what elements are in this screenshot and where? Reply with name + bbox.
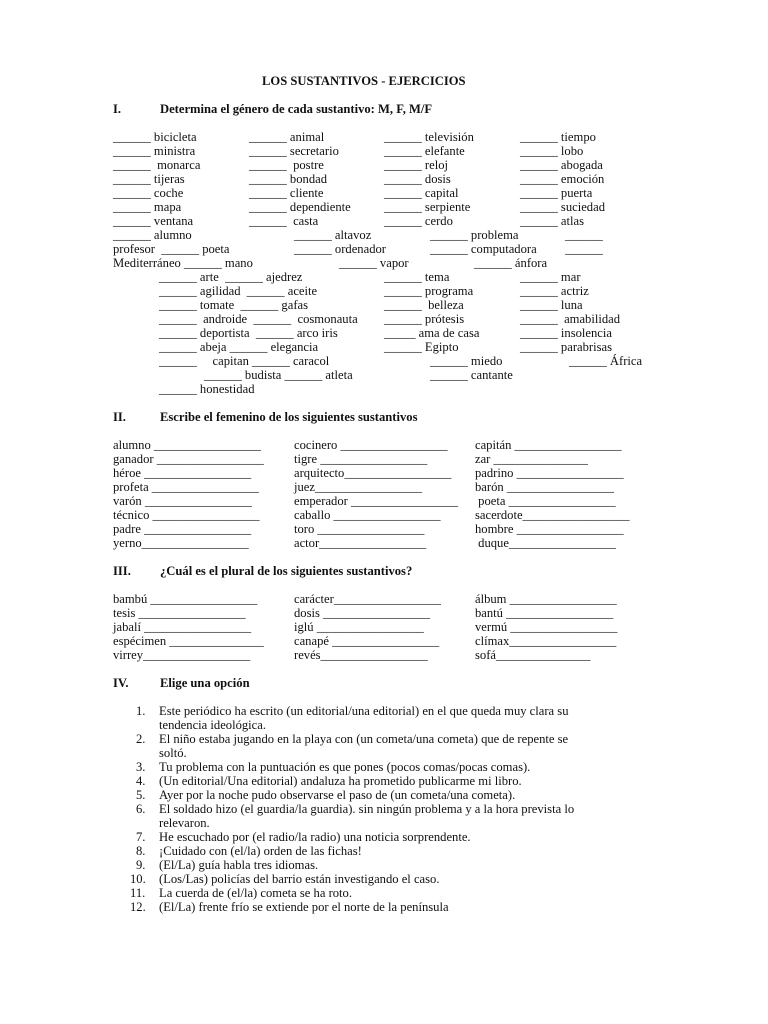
gender-line-14-col-1: ______ androide ______ cosmonauta xyxy=(159,312,358,326)
option-2-text: El niño estaba jugando en la playa con (un cometa/una cometa) que de repente se xyxy=(159,732,569,746)
gender-line-10-col-1: Mediterráneo ______ mano xyxy=(113,256,253,270)
gender-line-15-col-3: ______ insolencia xyxy=(520,326,612,340)
gender-line-14-col-2: ______ prótesis xyxy=(384,312,465,326)
option-5-number: 5. xyxy=(136,788,146,802)
gender-line-10-col-2: ______ vapor xyxy=(339,256,409,270)
gender-line-10-col-3: ______ ánfora xyxy=(474,256,548,270)
plural-row-2-col-3: bantú _________________ xyxy=(475,606,614,620)
plural-row-2-col-2: dosis _________________ xyxy=(294,606,431,620)
gender-line-17-col-2: ______ miedo xyxy=(430,354,503,368)
gender-line-6-col-3: ______ serpiente xyxy=(384,200,471,214)
gender-line-16-col-2: ______ Egipto xyxy=(384,340,459,354)
plural-row-1-col-2: carácter_________________ xyxy=(294,592,441,606)
plural-row-5-col-2: revés_________________ xyxy=(294,648,428,662)
feminine-row-8-col-3: duque_________________ xyxy=(475,536,616,550)
plural-row-4-col-3: clímax_________________ xyxy=(475,634,617,648)
section-3-number: III. xyxy=(113,564,131,578)
gender-line-7-col-4: ______ atlas xyxy=(520,214,585,228)
option-11-text: La cuerda de (el/la) cometa se ha roto. xyxy=(159,886,353,900)
gender-line-4-col-3: ______ dosis xyxy=(384,172,451,186)
plural-row-4-col-1: espécimen _______________ xyxy=(113,634,264,648)
gender-line-3-col-4: ______ abogada xyxy=(520,158,603,172)
gender-line-12-col-1: ______ agilidad ______ aceite xyxy=(159,284,318,298)
option-8-number: 8. xyxy=(136,844,146,858)
gender-line-14-col-3: ______ amabilidad xyxy=(520,312,621,326)
feminine-row-5-col-1: varón _________________ xyxy=(113,494,252,508)
gender-line-8-col-3: ______ problema xyxy=(430,228,519,242)
gender-line-6-col-2: ______ dependiente xyxy=(249,200,351,214)
gender-line-11-col-3: ______ mar xyxy=(520,270,581,284)
feminine-row-3-col-3: padrino _________________ xyxy=(475,466,624,480)
gender-line-17-col-1: ______ capitan ______ caracol xyxy=(159,354,330,368)
option-2-number: 2. xyxy=(136,732,146,746)
section-4-heading: Elige una opción xyxy=(160,676,250,690)
option-1-continuation: tendencia ideológica. xyxy=(159,718,266,732)
page-title: LOS SUSTANTIVOS - EJERCICIOS xyxy=(262,74,466,88)
section-1-number: I. xyxy=(113,102,122,116)
option-10-number: 10. xyxy=(130,872,146,886)
gender-line-9-col-1: profesor ______ poeta xyxy=(113,242,230,256)
plural-row-1-col-1: bambú _________________ xyxy=(113,592,258,606)
gender-line-18-col-2: ______ cantante xyxy=(430,368,513,382)
gender-line-4-col-2: ______ bondad xyxy=(249,172,328,186)
gender-line-8-col-4: ______ xyxy=(565,228,603,242)
feminine-row-8-col-1: yerno_________________ xyxy=(113,536,249,550)
feminine-row-2-col-3: zar _______________ xyxy=(475,452,588,466)
option-12-text: (El/La) frente frío se extiende por el norte de la península xyxy=(159,900,449,914)
gender-line-7-col-2: ______ casta xyxy=(249,214,319,228)
feminine-row-8-col-2: actor_________________ xyxy=(294,536,427,550)
plural-row-2-col-1: tesis _________________ xyxy=(113,606,246,620)
gender-line-11-col-1: ______ arte ______ ajedrez xyxy=(159,270,303,284)
feminine-row-4-col-3: barón _________________ xyxy=(475,480,614,494)
gender-line-3-col-2: ______ postre xyxy=(249,158,324,172)
gender-line-9-col-3: ______ computadora xyxy=(430,242,537,256)
gender-line-4-col-4: ______ emoción xyxy=(520,172,605,186)
feminine-row-1-col-3: capitán _________________ xyxy=(475,438,622,452)
option-11-number: 11. xyxy=(130,886,146,900)
gender-line-1-col-2: ______ animal xyxy=(249,130,325,144)
option-5-text: Ayer por la noche pudo observarse el paso de (un cometa/una cometa). xyxy=(159,788,516,802)
option-8-text: ¡Cuidado con (el/la) orden de las fichas! xyxy=(159,844,362,858)
section-2-number: II. xyxy=(113,410,126,424)
plural-row-4-col-2: canapé _________________ xyxy=(294,634,440,648)
feminine-row-6-col-3: sacerdote_________________ xyxy=(475,508,630,522)
gender-line-1-col-1: ______ bicicleta xyxy=(113,130,197,144)
gender-line-3-col-1: ______ monarca xyxy=(113,158,201,172)
feminine-row-6-col-1: técnico _________________ xyxy=(113,508,260,522)
gender-line-6-col-4: ______ suciedad xyxy=(520,200,605,214)
feminine-row-5-col-3: poeta _________________ xyxy=(475,494,616,508)
section-4-number: IV. xyxy=(113,676,129,690)
gender-line-17-col-3: ______ África xyxy=(569,354,643,368)
feminine-row-3-col-2: arquitecto_________________ xyxy=(294,466,452,480)
feminine-row-1-col-1: alumno _________________ xyxy=(113,438,261,452)
gender-line-12-col-3: ______ actriz xyxy=(520,284,589,298)
gender-line-1-col-3: ______ televisión xyxy=(384,130,474,144)
plural-row-3-col-3: vermú _________________ xyxy=(475,620,618,634)
gender-line-9-col-2: ______ ordenador xyxy=(294,242,386,256)
gender-line-15-col-2: _____ ama de casa xyxy=(384,326,480,340)
gender-line-2-col-1: ______ ministra xyxy=(113,144,196,158)
gender-line-16-col-3: ______ parabrisas xyxy=(520,340,612,354)
feminine-row-4-col-2: juez_________________ xyxy=(294,480,423,494)
gender-line-5-col-3: ______ capital xyxy=(384,186,459,200)
gender-line-13-col-2: ______ belleza xyxy=(384,298,464,312)
gender-line-9-col-4: ______ xyxy=(565,242,603,256)
option-4-number: 4. xyxy=(136,774,146,788)
option-9-number: 9. xyxy=(136,858,146,872)
section-3-heading: ¿Cuál es el plural de los siguientes sustantivos? xyxy=(160,564,413,578)
option-4-text: (Un editorial/Una editorial) andaluza ha prometido publicarme mi libro. xyxy=(159,774,522,788)
option-1-text: Este periódico ha escrito (un editorial/una editorial) en el que queda muy clara su xyxy=(159,704,569,718)
gender-line-13-col-3: ______ luna xyxy=(520,298,583,312)
option-6-text: El soldado hizo (el guardia/la guardia). sin ningún problema y a la hora prevista lo xyxy=(159,802,575,816)
gender-line-5-col-4: ______ puerta xyxy=(520,186,593,200)
gender-line-18-col-1: ______ budista ______ atleta xyxy=(204,368,353,382)
gender-line-5-col-2: ______ cliente xyxy=(249,186,324,200)
feminine-row-1-col-2: cocinero _________________ xyxy=(294,438,448,452)
gender-line-8-col-1: ______ alumno xyxy=(113,228,192,242)
option-1-number: 1. xyxy=(136,704,146,718)
section-2-heading: Escribe el femenino de los siguientes sustantivos xyxy=(160,410,418,424)
feminine-row-7-col-3: hombre _________________ xyxy=(475,522,624,536)
gender-line-15-col-1: ______ deportista ______ arco iris xyxy=(159,326,338,340)
gender-line-12-col-2: ______ programa xyxy=(384,284,474,298)
section-1-heading: Determina el género de cada sustantivo: M, F, M/F xyxy=(160,102,433,116)
gender-line-6-col-1: ______ mapa xyxy=(113,200,182,214)
gender-line-5-col-1: ______ coche xyxy=(113,186,184,200)
option-2-continuation: soltó. xyxy=(159,746,187,760)
gender-line-7-col-3: ______ cerdo xyxy=(384,214,453,228)
plural-row-5-col-1: virrey_________________ xyxy=(113,648,251,662)
option-6-continuation: relevaron. xyxy=(159,816,210,830)
gender-line-19-col-1: ______ honestidad xyxy=(159,382,255,396)
gender-line-8-col-2: ______ altavoz xyxy=(294,228,372,242)
gender-line-13-col-1: ______ tomate ______ gafas xyxy=(159,298,308,312)
gender-line-11-col-2: ______ tema xyxy=(384,270,450,284)
option-10-text: (Los/Las) policías del barrio están investigando el caso. xyxy=(159,872,440,886)
feminine-row-7-col-2: toro _________________ xyxy=(294,522,425,536)
option-3-number: 3. xyxy=(136,760,146,774)
plural-row-3-col-2: iglú _________________ xyxy=(294,620,424,634)
feminine-row-4-col-1: profeta _________________ xyxy=(113,480,259,494)
option-7-number: 7. xyxy=(136,830,146,844)
gender-line-4-col-1: ______ tijeras xyxy=(113,172,185,186)
feminine-row-7-col-1: padre _________________ xyxy=(113,522,252,536)
gender-line-2-col-3: ______ elefante xyxy=(384,144,465,158)
option-7-text: He escuchado por (el radio/la radio) una noticia sorprendente. xyxy=(159,830,471,844)
plural-row-3-col-1: jabalí _________________ xyxy=(113,620,252,634)
option-12-number: 12. xyxy=(130,900,146,914)
gender-line-2-col-2: ______ secretario xyxy=(249,144,339,158)
plural-row-1-col-3: álbum _________________ xyxy=(475,592,617,606)
feminine-row-2-col-1: ganador _________________ xyxy=(113,452,264,466)
feminine-row-5-col-2: emperador _________________ xyxy=(294,494,459,508)
feminine-row-2-col-2: tigre _________________ xyxy=(294,452,428,466)
gender-line-3-col-3: ______ reloj xyxy=(384,158,449,172)
option-6-number: 6. xyxy=(136,802,146,816)
gender-line-16-col-1: ______ abeja ______ elegancia xyxy=(159,340,319,354)
feminine-row-3-col-1: héroe _________________ xyxy=(113,466,252,480)
option-3-text: Tu problema con la puntuación es que pones (pocos comas/pocas comas). xyxy=(159,760,531,774)
gender-line-2-col-4: ______ lobo xyxy=(520,144,584,158)
feminine-row-6-col-2: caballo _________________ xyxy=(294,508,441,522)
option-9-text: (El/La) guía habla tres idiomas. xyxy=(159,858,319,872)
plural-row-5-col-3: sofá_______________ xyxy=(475,648,591,662)
gender-line-1-col-4: ______ tiempo xyxy=(520,130,596,144)
gender-line-7-col-1: ______ ventana xyxy=(113,214,194,228)
